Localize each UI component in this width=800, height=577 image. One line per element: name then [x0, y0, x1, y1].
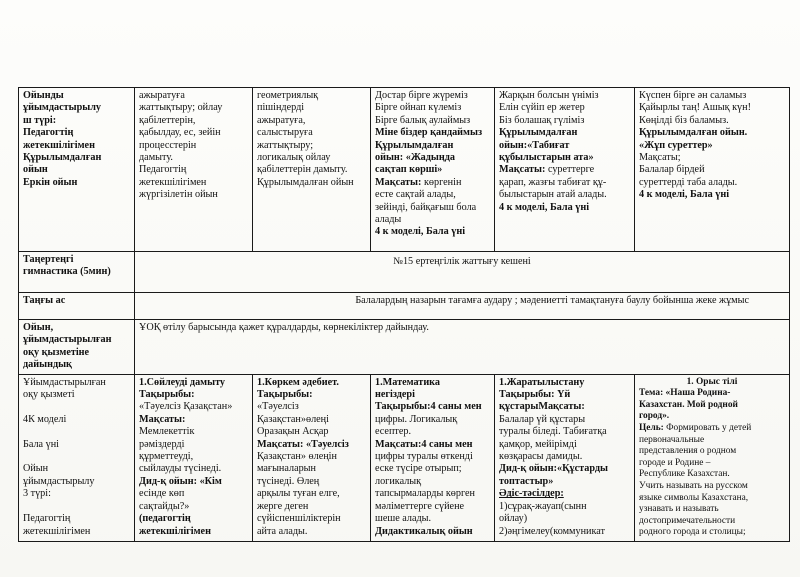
- gymnastics-content: №15 ертеңгілік жаттығу кешені: [135, 252, 790, 293]
- text-line: Құрылымдалған: [375, 139, 454, 151]
- text-line: 4 к моделі, Бала үні: [375, 226, 466, 238]
- preparation-content: ҰОҚ өтілу барысында қажет құралдарды, көрнекіліктер дайындау.: [135, 320, 790, 375]
- text-line: Цель: Формировать у детей: [639, 423, 752, 433]
- text-line: қарап, жазғы табиғат құ-: [499, 176, 607, 188]
- text-line: Құрылымдалған ойын.: [639, 127, 748, 139]
- text-line: сақтап көрші»: [375, 164, 443, 176]
- text-line: [23, 401, 130, 413]
- text-line: есінде көп: [139, 488, 185, 500]
- text-line: Оразақын Асқар: [257, 426, 329, 438]
- text-line: Бала үні: [23, 438, 59, 450]
- text-line: жетекшілігімен: [23, 139, 95, 151]
- text-line: 1.Сөйлеуді дамыту: [139, 376, 226, 388]
- text-line: ажыратуға,: [257, 114, 306, 126]
- text-line: Педагогтің: [23, 127, 74, 139]
- text-line: оқу қызметіне: [23, 346, 90, 358]
- text-line: 1.Математика: [375, 376, 440, 388]
- text-line: жетекшілігімен: [23, 525, 91, 537]
- row-label-breakfast: Таңғы ас: [19, 293, 135, 320]
- text-line: Достар бірге жүреміз: [375, 90, 468, 101]
- text-line: представления о родном: [639, 446, 737, 457]
- text-line: Дидактикалық ойын: [375, 525, 473, 537]
- text-line: жаттықтыру; ойлау: [139, 102, 223, 114]
- row-label-organized-activity: [19, 374, 135, 541]
- cell-tuesday-game: [253, 88, 371, 252]
- breakfast-content: Балалардың назарын тағамға аудару ; мәдениетті тамақтануға баулу бойынша жеке жұмыс: [135, 293, 790, 320]
- text-line: цифры туралы өткенді: [375, 451, 473, 463]
- text-line: цифры. Логикалық: [375, 413, 458, 425]
- text-line: оқу қызметі: [23, 389, 75, 401]
- text-line: салыстыруға: [257, 127, 313, 139]
- text-line: городе и Родине –: [639, 457, 711, 468]
- text-line: топтастыр»: [499, 475, 554, 487]
- text-line: ойын: «Жадыңда: [375, 152, 455, 164]
- text-line: былыстарын атай алады.: [499, 189, 607, 201]
- text-line: тапсырмаларды көрген: [375, 488, 476, 500]
- cell-literature: [253, 374, 371, 541]
- text-line: [23, 451, 130, 463]
- text-line: «Тәуелсіз: [257, 401, 299, 413]
- cell-wednesday-game: [371, 88, 495, 252]
- text-line: Педагогтің: [139, 164, 187, 176]
- text-line: Құрылымдалған: [499, 127, 578, 139]
- text-line: дамыту.: [139, 152, 173, 164]
- text-line: Күспен бірге ән саламыз: [639, 90, 747, 101]
- text-line: Әдіс-тәсілдер:: [499, 488, 564, 500]
- table-row-games: [19, 88, 790, 252]
- text-line: еске түсірe отырып;: [375, 463, 462, 475]
- text-line: 4К моделі: [23, 413, 67, 425]
- table-row-breakfast: [19, 293, 790, 320]
- text-line: 1.Жаратылыстану: [499, 376, 585, 388]
- text-line: жетекшілігімен: [139, 176, 207, 188]
- text-line: пішіндерді: [257, 102, 305, 114]
- text-line: ажыратуға: [139, 90, 185, 101]
- text-line: 3 түрі:: [23, 488, 51, 500]
- text-line: 1.Көркем әдебиет.: [257, 376, 339, 388]
- text-line: Ұйымдастырылған: [23, 376, 106, 388]
- text-line: гимнастика (5мин): [23, 266, 111, 278]
- text-line: есептер.: [375, 426, 412, 438]
- text-line: город».: [639, 411, 670, 422]
- text-line: қабілеттерін,: [139, 114, 196, 126]
- text-line: құрметтеуді,: [139, 451, 194, 463]
- text-line: Қазақстан» өлеңін: [257, 451, 337, 463]
- text-line: Республике Казахстан.: [639, 469, 730, 480]
- text-line: Ойын,: [23, 322, 54, 333]
- text-line: Балалар үй құстары: [499, 413, 586, 425]
- text-line: мағыналарын: [257, 463, 316, 475]
- text-line: Көңілді біз баламыз.: [639, 114, 729, 126]
- text-line: Мақсаты;: [639, 152, 681, 164]
- text-line: Тақырыбы:4 саны мен: [375, 401, 482, 413]
- text-line: Учить называть на русском: [639, 480, 748, 491]
- text-line: Мемлекеттік: [139, 426, 195, 438]
- text-line: сыйлауды түсінеді.: [139, 463, 222, 475]
- text-line: Қайырлы таң! Ашық күн!: [639, 102, 751, 114]
- text-line: Құрылымдалған: [23, 152, 102, 164]
- text-line: Балалар бірдей: [639, 164, 705, 176]
- text-line: 1. Орыс тілі: [686, 376, 738, 387]
- table-row-organized-activity: [19, 374, 790, 541]
- text-line: қабілеттерін дамыту.: [257, 164, 348, 176]
- text-line: Тақырыбы: Үй: [499, 389, 571, 401]
- text-line: дайындық: [23, 359, 72, 371]
- text-line: Еркін ойын: [23, 176, 78, 188]
- text-line: 2)әңгімелеу(коммуникат: [499, 525, 606, 537]
- text-line: Жарқын болсын үніміз: [499, 90, 599, 101]
- table-row-gymnastics: [19, 252, 790, 293]
- text-line: Казахстан. Мой родной: [639, 399, 738, 410]
- text-line: первоначальные: [639, 434, 705, 445]
- text-line: рәміздерді: [139, 438, 185, 450]
- text-line: Бірге балық аулаймыз: [375, 114, 471, 126]
- text-line: логикалық ойлау: [257, 152, 331, 164]
- text-line: құбылыстарын ата»: [499, 152, 594, 164]
- text-line: қабылдау, ес, зейін: [139, 127, 221, 139]
- text-line: ойын: [23, 164, 48, 176]
- text-line: шеше алады.: [375, 513, 432, 525]
- text-line: арқылы туған елге,: [257, 488, 340, 500]
- text-line: Мақсаты: көргенін: [375, 176, 462, 188]
- cell-russian-language: [635, 374, 790, 541]
- text-line: геометриялық: [257, 90, 319, 101]
- text-line: Елін сүйіп ер жетер: [499, 102, 585, 114]
- text-line: айта алады.: [257, 525, 308, 537]
- row-label-gymnastics: [19, 252, 135, 293]
- text-line: Таңертеңгі: [23, 254, 74, 265]
- text-line: Біз болашақ гүліміз: [499, 114, 585, 126]
- text-line: родного города и столицы;: [639, 527, 746, 538]
- text-line: суреттерді таба алады.: [639, 176, 738, 188]
- text-line: «Жұп суреттер»: [639, 139, 713, 151]
- cell-friday-game: [635, 88, 790, 252]
- text-line: Міне біздер қандаймыз: [375, 127, 483, 139]
- text-line: ойын:«Табиғат: [499, 139, 570, 151]
- text-line: «Тәуелсіз Қазақстан»: [139, 401, 233, 413]
- text-line: құстарыМақсаты:: [499, 401, 585, 413]
- text-line: қамқор, мейірімді: [499, 438, 577, 450]
- text-line: Мақсаты:: [139, 413, 186, 425]
- text-line: достопримечательности: [639, 515, 736, 526]
- text-line: Дид-қ ойын:«Құстарды: [499, 463, 608, 475]
- text-line: Мақсаты: суреттерге: [499, 164, 595, 176]
- text-line: Тақырыбы:: [257, 389, 313, 401]
- text-line: [23, 501, 130, 513]
- text-line: (педагогтің: [139, 513, 191, 525]
- text-line: логикалық: [375, 475, 422, 487]
- cell-monday-game: [135, 88, 253, 252]
- lesson-plan-table: [18, 87, 790, 542]
- text-line: Бірге ойнап күлеміз: [375, 102, 462, 114]
- text-line: Педагогтің: [23, 513, 71, 525]
- text-line: сүйіспеншіліктерін: [257, 513, 341, 525]
- text-line: ұйымдастырылған: [23, 334, 112, 346]
- text-line: түсінеді. Өлең: [257, 475, 320, 487]
- text-line: 4 к моделі, Бала үні: [499, 201, 590, 213]
- text-line: жүргізілетін ойын: [139, 189, 218, 201]
- text-line: ұйымдастырылу: [23, 475, 95, 487]
- cell-thursday-game: [495, 88, 635, 252]
- text-line: ш түрі:: [23, 114, 57, 126]
- text-line: жаттықтыру;: [257, 139, 314, 151]
- cell-mathematics: [371, 374, 495, 541]
- text-line: Құрылымдалған ойын: [257, 176, 354, 188]
- text-line: мәліметтерге сүйене: [375, 500, 465, 512]
- text-line: жетекшілігімен: [139, 525, 211, 537]
- text-line: алады: [375, 214, 402, 226]
- text-line: процесстерін: [139, 139, 197, 151]
- text-line: ойлау): [499, 513, 528, 525]
- text-line: [23, 426, 130, 438]
- text-line: зейінді, байқағыш бола: [375, 201, 477, 213]
- text-line: ұйымдастырылу: [23, 102, 102, 114]
- text-line: узнавать и называть: [639, 504, 719, 515]
- text-line: 4 к моделі, Бала үні: [639, 189, 730, 201]
- text-line: Тақырыбы:: [139, 389, 195, 401]
- text-line: сақтайды?»: [139, 500, 190, 512]
- text-line: 1)сұрақ-жауап(сынн: [499, 500, 587, 512]
- row-label-preparation: [19, 320, 135, 375]
- cell-natural-science: [495, 374, 635, 541]
- row-label-game-types: [19, 88, 135, 252]
- text-line: языке символы Казахстана,: [639, 492, 749, 503]
- cell-speech-development: [135, 374, 253, 541]
- text-line: Дид-қ ойын: «Кім: [139, 475, 222, 487]
- text-line: негіздері: [375, 389, 415, 401]
- text-line: Тема: «Наша Родина-: [639, 388, 731, 399]
- text-line: есте сақтай алады,: [375, 189, 456, 201]
- text-line: Ойынды: [23, 90, 64, 101]
- text-line: жерге деген: [257, 500, 309, 512]
- text-line: Ойын: [23, 463, 49, 475]
- text-line: Мақсаты: «Тәуелсіз: [257, 438, 349, 450]
- table-row-preparation: [19, 320, 790, 375]
- text-line: туралы біледі. Табиғатқа: [499, 426, 607, 438]
- text-line: Мақсаты:4 саны мен: [375, 438, 473, 450]
- text-line: Қазақстан»өлеңі: [257, 413, 329, 425]
- text-line: көзқарасы дамиды.: [499, 451, 583, 463]
